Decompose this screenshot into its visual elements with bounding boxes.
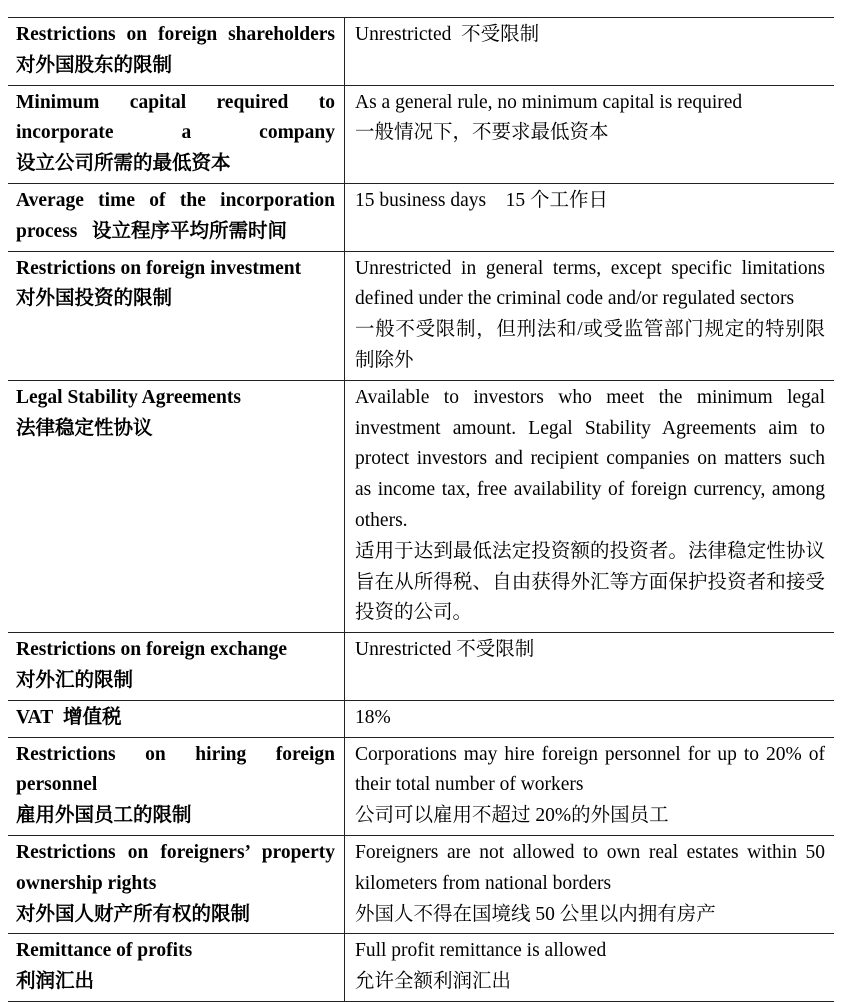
row-value — [345, 183, 835, 251]
label-zh: 对外汇的限制 — [16, 669, 134, 691]
label-en: VAT — [16, 706, 54, 728]
row-value — [345, 85, 835, 183]
table-row — [8, 934, 834, 1002]
row-label — [8, 85, 345, 183]
label-en: Average time of the incorporation process — [16, 189, 335, 242]
table-row — [8, 183, 834, 251]
row-value — [345, 934, 835, 1002]
value-en: Unrestricted — [355, 24, 452, 45]
row-label — [8, 737, 345, 835]
value-zh: 适用于达到最低法定投资额的投资者。法律稳定性协议旨在从所得税、自由获得外汇等方面保护投资者和接受投资的公司。 — [355, 540, 825, 624]
label-zh: 设立程序平均所需时间 — [92, 220, 288, 242]
table-row — [8, 835, 834, 933]
row-value — [345, 700, 835, 737]
label-zh: 对外国投资的限制 — [16, 288, 173, 310]
value-zh: 一般不受限制，但刑法和/或受监管部门规定的特别限制除外 — [355, 319, 825, 371]
label-zh: 增值税 — [62, 706, 122, 728]
value-zh: 公司可以雇用不超过 20%的外国员工 — [355, 805, 669, 827]
label-zh: 法律稳定性协议 — [16, 417, 153, 439]
label-en: Restrictions on foreign shareholders — [16, 24, 335, 45]
label-en: Restrictions on foreigners’ property ownership rights — [16, 841, 335, 894]
value-en: Foreigners are not allowed to own real estates within 50 kilometers from national borders — [355, 841, 825, 894]
label-zh: 雇用外国员工的限制 — [16, 805, 192, 827]
value-en: Unrestricted — [355, 639, 452, 661]
row-label — [8, 18, 345, 86]
value-en: 18% — [355, 706, 391, 728]
value-zh: 15 个工作日 — [505, 189, 608, 211]
value-en: 15 business days — [355, 189, 487, 211]
label-en: Restrictions on foreign exchange — [16, 639, 287, 661]
row-value — [345, 835, 835, 933]
value-zh: 不受限制 — [456, 639, 535, 661]
table-row — [8, 737, 834, 835]
label-zh: 对外国股东的限制 — [16, 54, 173, 76]
label-zh: 设立公司所需的最低资本 — [16, 153, 231, 175]
value-en: Unrestricted in general terms, except specific limitations defined under the criminal code and/or regulated sectors — [355, 257, 825, 310]
value-zh: 不受限制 — [461, 24, 540, 45]
table-row — [8, 18, 834, 86]
row-value — [345, 633, 835, 701]
row-value — [345, 380, 835, 632]
label-zh: 利润汇出 — [16, 971, 95, 993]
value-zh: 外国人不得在国境线 50 公里以内拥有房产 — [355, 903, 716, 925]
table-row — [8, 700, 834, 737]
row-value — [345, 251, 835, 380]
value-en: Full profit remittance is allowed — [355, 940, 607, 962]
row-label — [8, 934, 345, 1002]
value-en: Available to investors who meet the minimum legal investment amount. Legal Stability Agreements aim to protect investors and recipient companies on matters such as income tax, free availability of foreign currency, among others. — [355, 386, 825, 531]
label-en: Minimum capital required to incorporate a company — [16, 91, 335, 144]
label-en: Restrictions on foreign investment — [16, 257, 302, 279]
row-label — [8, 835, 345, 933]
label-en: Legal Stability Agreements — [16, 386, 241, 408]
row-label — [8, 251, 345, 380]
table-row — [8, 633, 834, 701]
table-row — [8, 85, 834, 183]
label-en: Restrictions on hiring foreign personnel — [16, 743, 335, 796]
row-label — [8, 700, 345, 737]
label-en: Remittance of profits — [16, 940, 193, 962]
value-en: Corporations may hire foreign personnel for up to 20% of their total number of workers — [355, 743, 825, 796]
row-label — [8, 633, 345, 701]
value-zh: 一般情况下，不要求最低资本 — [355, 122, 609, 144]
row-label — [8, 183, 345, 251]
label-zh: 对外国人财产所有权的限制 — [16, 903, 251, 925]
table-row — [8, 251, 834, 380]
table-row — [8, 380, 834, 632]
row-value — [345, 737, 835, 835]
investment-info-table — [8, 17, 834, 1002]
value-en: As a general rule, no minimum capital is required — [355, 91, 743, 113]
row-value — [345, 18, 835, 86]
value-zh: 允许全额利润汇出 — [355, 971, 512, 993]
row-label — [8, 380, 345, 632]
